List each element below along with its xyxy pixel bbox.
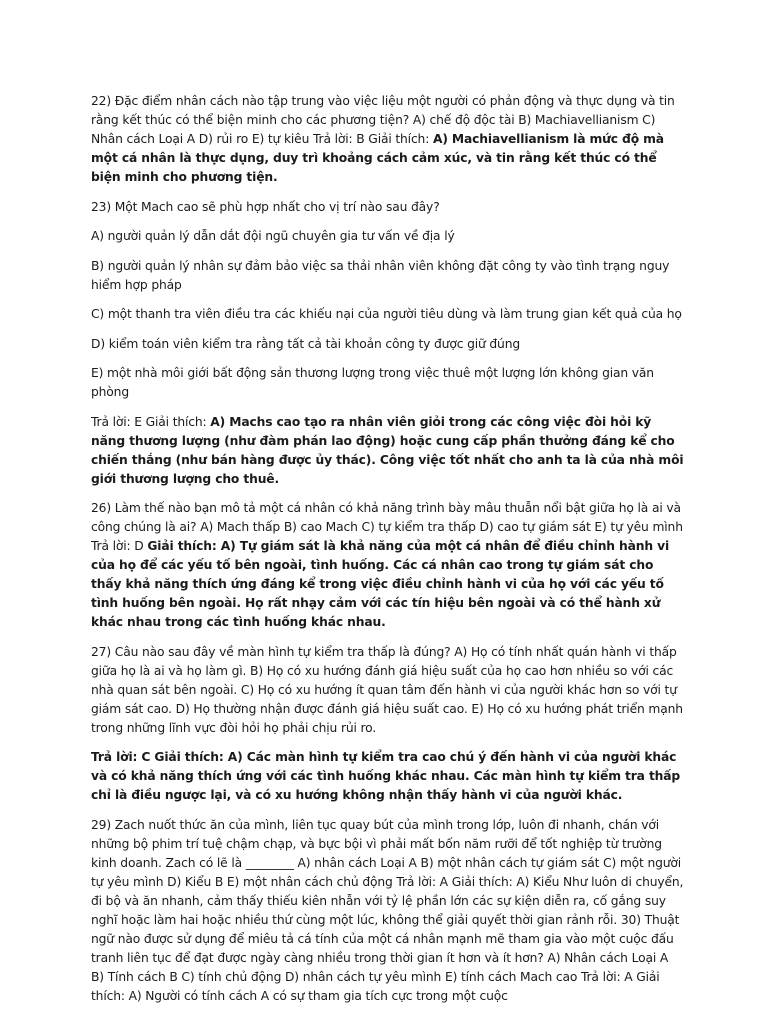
paragraph-q22	[91, 92, 684, 187]
paragraph-text: 23) Một Mach cao sẽ phù hợp nhất cho vị trí nào sau đây?	[91, 199, 440, 214]
paragraph-text: 22) Đặc điểm nhân cách nào tập trung vào việc liệu một người có phản động và thực dụng và tin rằng kết thúc có thể biện minh cho các phương tiện? A) chế độ độc tài B) Machiavellianism C) Nhân cách Loại A D) rủi ro E) tự kiêu Trả lời: B Giải thích:	[91, 94, 675, 146]
paragraph-text: 29) Zach nuốt thức ăn của mình, liên tục quay bút của mình trong lớp, luôn đi nhanh, chán với những bộ phim trí tuệ chậm chạp, và bực bội vì phải mất bốn năm rưỡi để tốt nghiệp từ trường kinh doanh. Zach có lẽ là ________ A) nhân cách Loại A B) một nhân cách tự giám sát C) một người tự yêu mình D) Kiểu B E) một nhân cách chủ động Trả lời: A Giải thích: A) Kiểu Như luôn di chuyển, đi bộ và ăn nhanh, cảm thấy thiếu kiên nhẫn với tỷ lệ phần lớn các sự kiện diễn ra, cố gắng suy nghĩ hoặc làm hai hoặc nhiều thứ cùng một lúc, không thể giải quyết thời gian rảnh rỗi. 30) Thuật ngữ nào được sử dụng để miêu tả cá tính của một cá nhân mạnh mẽ tham gia vào một cuộc đấu tranh liên tục để đạt được ngày càng nhiều trong thời gian ít hơn và ít hơn? A) Nhân cách Loại A B) Tính cách B C) tính chủ động D) nhân cách tự yêu mình E) tính cách Mach cao Trả lời: A Giải thích: A) Người có tính cách A có sự tham gia tích cực trong một cuộc	[91, 817, 684, 1003]
paragraph-text: C) một thanh tra viên điều tra các khiếu nại của người tiêu dùng và làm trung gian kết quả của họ	[91, 307, 682, 321]
paragraph-text: B) người quản lý nhân sự đảm bảo việc sa thải nhân viên không đặt công ty vào tình trạng nguy hiểm hợp pháp	[91, 258, 670, 292]
paragraph-q23	[91, 198, 684, 217]
paragraph-text: Trả lời: E Giải thích:	[91, 414, 211, 429]
paragraph-bold-text: Giải thích: A) Tự giám sát là khả năng của một cá nhân để điều chỉnh hành vi của họ để các yếu tố bên ngoài, tình huống. Các cá nhân cao trong tự giám sát cho thấy khả năng thích ứng đáng kể trong việc điều chỉnh hành vi của họ với các yếu tố tình huống bên ngoài. Họ rất nhạy cảm với các tín hiệu bên ngoài và có thể hành xử khác nhau trong các tình huống khác nhau.	[91, 539, 670, 629]
paragraph-option-d	[91, 335, 684, 354]
paragraph-q29	[91, 816, 684, 1006]
paragraph-q27	[91, 643, 684, 738]
paragraph-text: D) kiểm toán viên kiểm tra rằng tất cả tài khoản công ty được giữ đúng	[91, 336, 520, 351]
paragraph-text: A) người quản lý dẫn dắt đội ngũ chuyên gia tư vấn về địa lý	[91, 229, 455, 243]
paragraph-answer-q23	[91, 413, 684, 489]
paragraph-option-b	[91, 257, 684, 295]
paragraph-bold-text: A) Machiavellianism là mức độ mà một cá nhân là thực dụng, duy trì khoảng cách cảm xúc, và tin rằng kết thúc có thể biện minh cho phương tiện.	[91, 132, 664, 184]
paragraph-q26	[91, 499, 684, 632]
paragraph-text: 27) Câu nào sau đây về màn hình tự kiểm tra thấp là đúng? A) Họ có tính nhất quán hành vi thấp giữa họ là ai và họ làm gì. B) Họ có xu hướng đánh giá hiệu suất của họ cao hơn nhiều so với các nhà quan sát bên ngoài. C) Họ có xu hướng ít quan tâm đến hành vi của người khác hơn so với tự giám sát cao. D) Họ thường nhận được đánh giá hiệu suất cao. E) Họ có xu hướng phát triển mạnh trong những lĩnh vực đòi hỏi họ phải chịu rủi ro.	[91, 644, 683, 735]
paragraph-option-c	[91, 305, 684, 324]
paragraph-bold-text: Trả lời: C Giải thích: A) Các màn hình tự kiểm tra cao chú ý đến hành vi của người khác và có khả năng thích ứng với các tình huống khác nhau. Các màn hình tự kiểm tra thấp chỉ là điều ngược lại, và có xu hướng không nhận thấy hành vi của người khác.	[91, 750, 681, 802]
paragraph-option-e	[91, 364, 684, 402]
paragraph-text: 26) Làm thế nào bạn mô tả một cá nhân có khả năng trình bày mâu thuẫn nổi bật giữa họ là ai và công chúng là ai? A) Mach thấp B) cao Mach C) tự kiểm tra thấp D) cao tự giám sát E) tự yêu mình Trả lời: D	[91, 501, 683, 553]
paragraph-text: E) một nhà môi giới bất động sản thương lượng trong việc thuê một lượng lớn không gian văn phòng	[91, 366, 654, 399]
paragraph-bold-text: A) Machs cao tạo ra nhân viên giỏi trong các công việc đòi hỏi kỹ năng thương lượng (như đàm phán lao động) hoặc cung cấp phần thưởng đáng kể cho chiến thắng (như bán hàng được ủy thác). Công việc tốt nhất cho anh ta là của nhà môi giới thương lượng cho thuê.	[91, 414, 684, 486]
paragraph-option-a	[91, 227, 684, 246]
paragraph-answer-q27	[91, 748, 684, 805]
